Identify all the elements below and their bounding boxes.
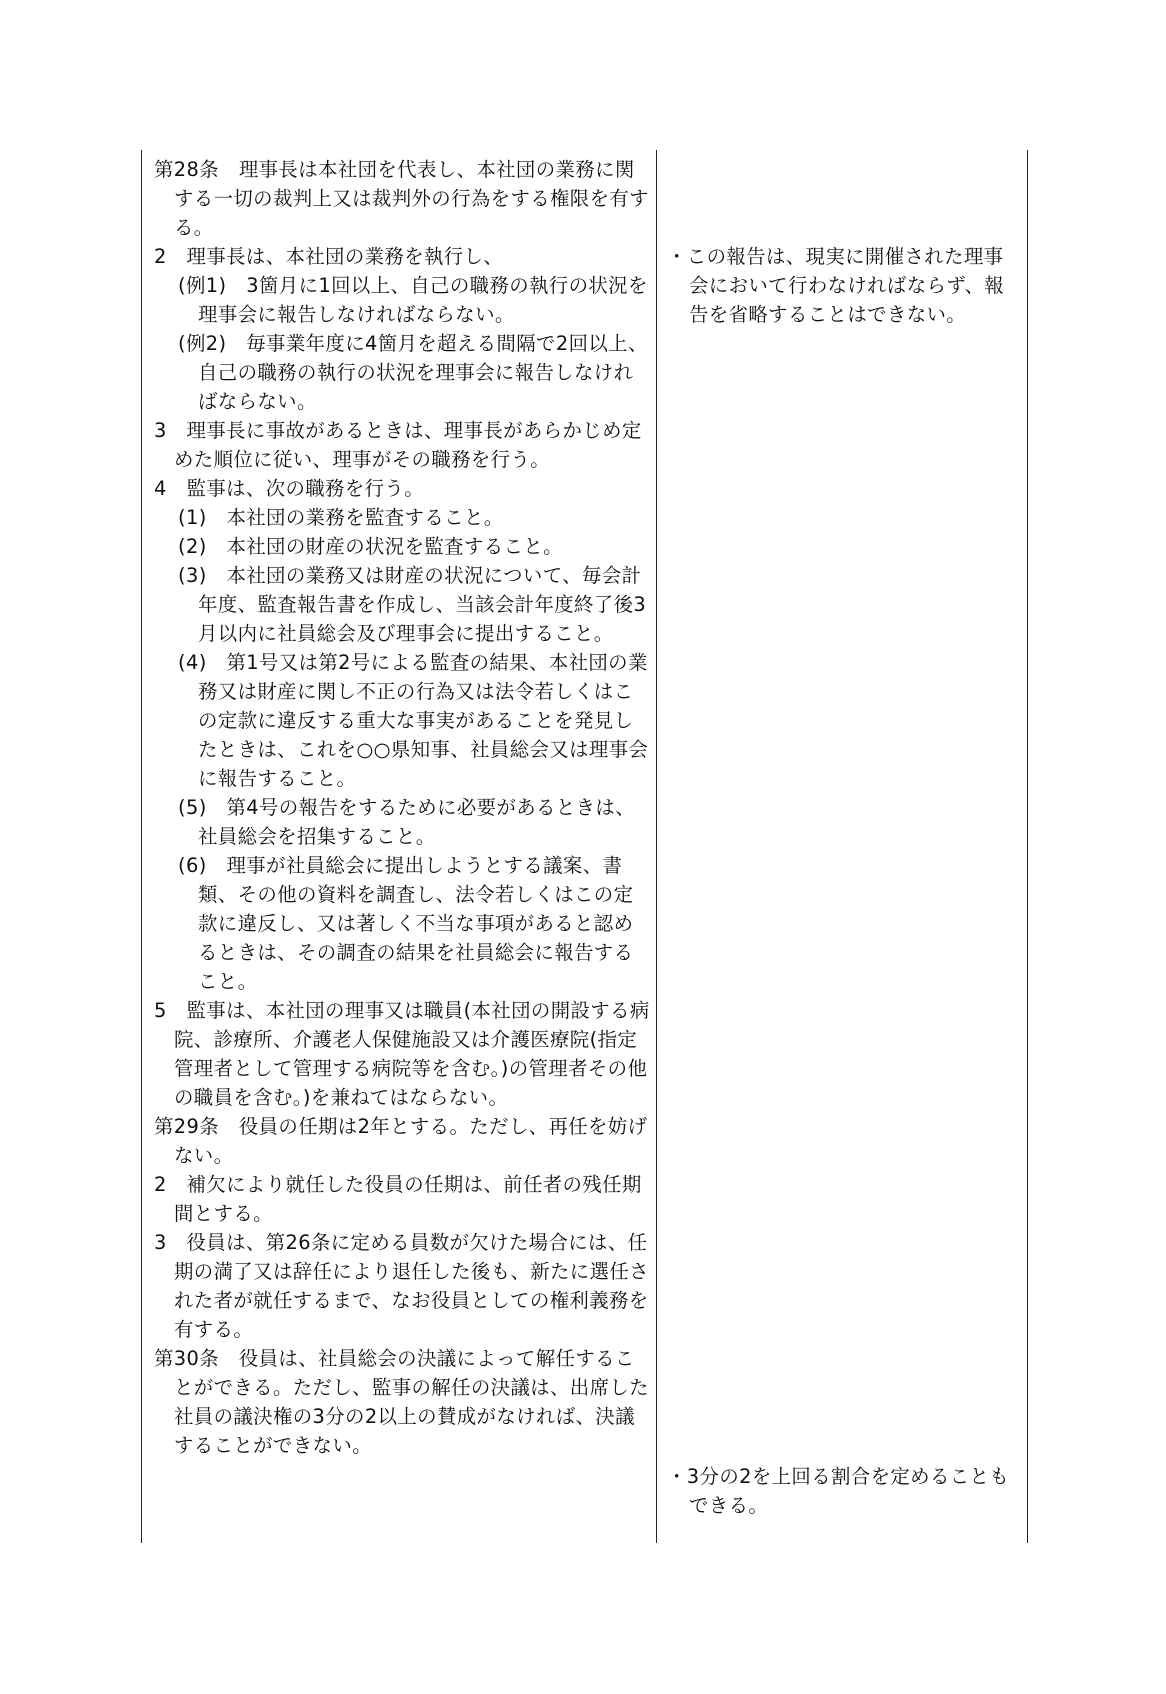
article-28-para-2: 2 理事長は、本社団の業務を執行し、 [154, 245, 504, 268]
note-ratio-text: ・3分の2を上回る割合を定めることもできる。 [667, 1465, 1010, 1517]
duty-item-5: (5) 第4号の報告をするために必要があるときは、社員総会を招集すること。 [178, 796, 636, 848]
duty-item-1: (1) 本社団の業務を監査すること。 [178, 506, 504, 529]
article-28-para-4: 4 監事は、次の職務を行う。 [154, 477, 425, 500]
duty-item-6: (6) 理事が社員総会に提出しようとする議案、書類、その他の資料を調査し、法令若しくはこの定款に違反し、又は著しく不当な事項があると認めるときは、その調査の結果を社員総会に報告すること。 [178, 854, 634, 993]
duty-item-3: (3) 本社団の業務又は財産の状況について、毎会計年度、監査報告書を作成し、当該会計年度終了後3月以内に社員総会及び理事会に提出すること。 [178, 564, 647, 645]
article-29-para-2: 2 補欠により就任した役員の任期は、前任者の残任期間とする。 [154, 1173, 642, 1225]
article-28-para-3: 3 理事長に事故があるときは、理事長があらかじめ定めた順位に従い、理事がその職務を行う。 [154, 419, 642, 471]
table-right-border [1027, 150, 1028, 1543]
article-30-text: 第30条 役員は、社員総会の決議によって解任することができる。ただし、監事の解任の決議は、出席した社員の議決権の3分の2以上の賛成がなければ、決議することができない。 [154, 1347, 649, 1457]
article-29-text: 第29条 役員の任期は2年とする。ただし、再任を妨げない。 [154, 1115, 648, 1167]
duty-item-4: (4) 第1号又は第2号による監査の結果、本社団の業務又は財産に関し不正の行為又は法令若しくはこの定款に違反する重大な事実があることを発見したときは、これを○○県知事、社員総会又は理事会に報告すること。 [178, 651, 649, 790]
table-left-border [141, 150, 142, 1543]
note-report-text: ・この報告は、現実に開催された理事会において行わなければならず、報告を省略することはできない。 [667, 245, 1005, 326]
duty-item-2: (2) 本社団の財産の状況を監査すること。 [178, 535, 563, 558]
article-28-para-5: 5 監事は、本社団の理事又は職員(本社団の開設する病院、診療所、介護老人保健施設又は介護医療院(指定管理者として管理する病院等を含む。)の管理者その他の職員を含む。)を兼ねてはならない。 [154, 999, 650, 1109]
note-column-entry [667, 242, 1019, 329]
note-column-entry [667, 1462, 1019, 1520]
article-28-example-2: (例2) 毎事業年度に4箇月を超える間隔で2回以上、自己の職務の執行の状況を理事会に報告しなければならない。 [178, 332, 648, 413]
articles-column [154, 155, 650, 1460]
table-column-divider [656, 150, 657, 1543]
article-28-text: 第28条 理事長は本社団を代表し、本社団の業務に関する一切の裁判上又は裁判外の行為をする権限を有する。 [154, 158, 649, 239]
article-28-example-1: (例1) 3箇月に1回以上、自己の職務の執行の状況を理事会に報告しなければならない。 [178, 274, 648, 326]
article-29-para-3: 3 役員は、第26条に定める員数が欠けた場合には、任期の満了又は辞任により退任した後も、新たに選任された者が就任するまで、なお役員としての権利義務を有する。 [154, 1231, 649, 1341]
